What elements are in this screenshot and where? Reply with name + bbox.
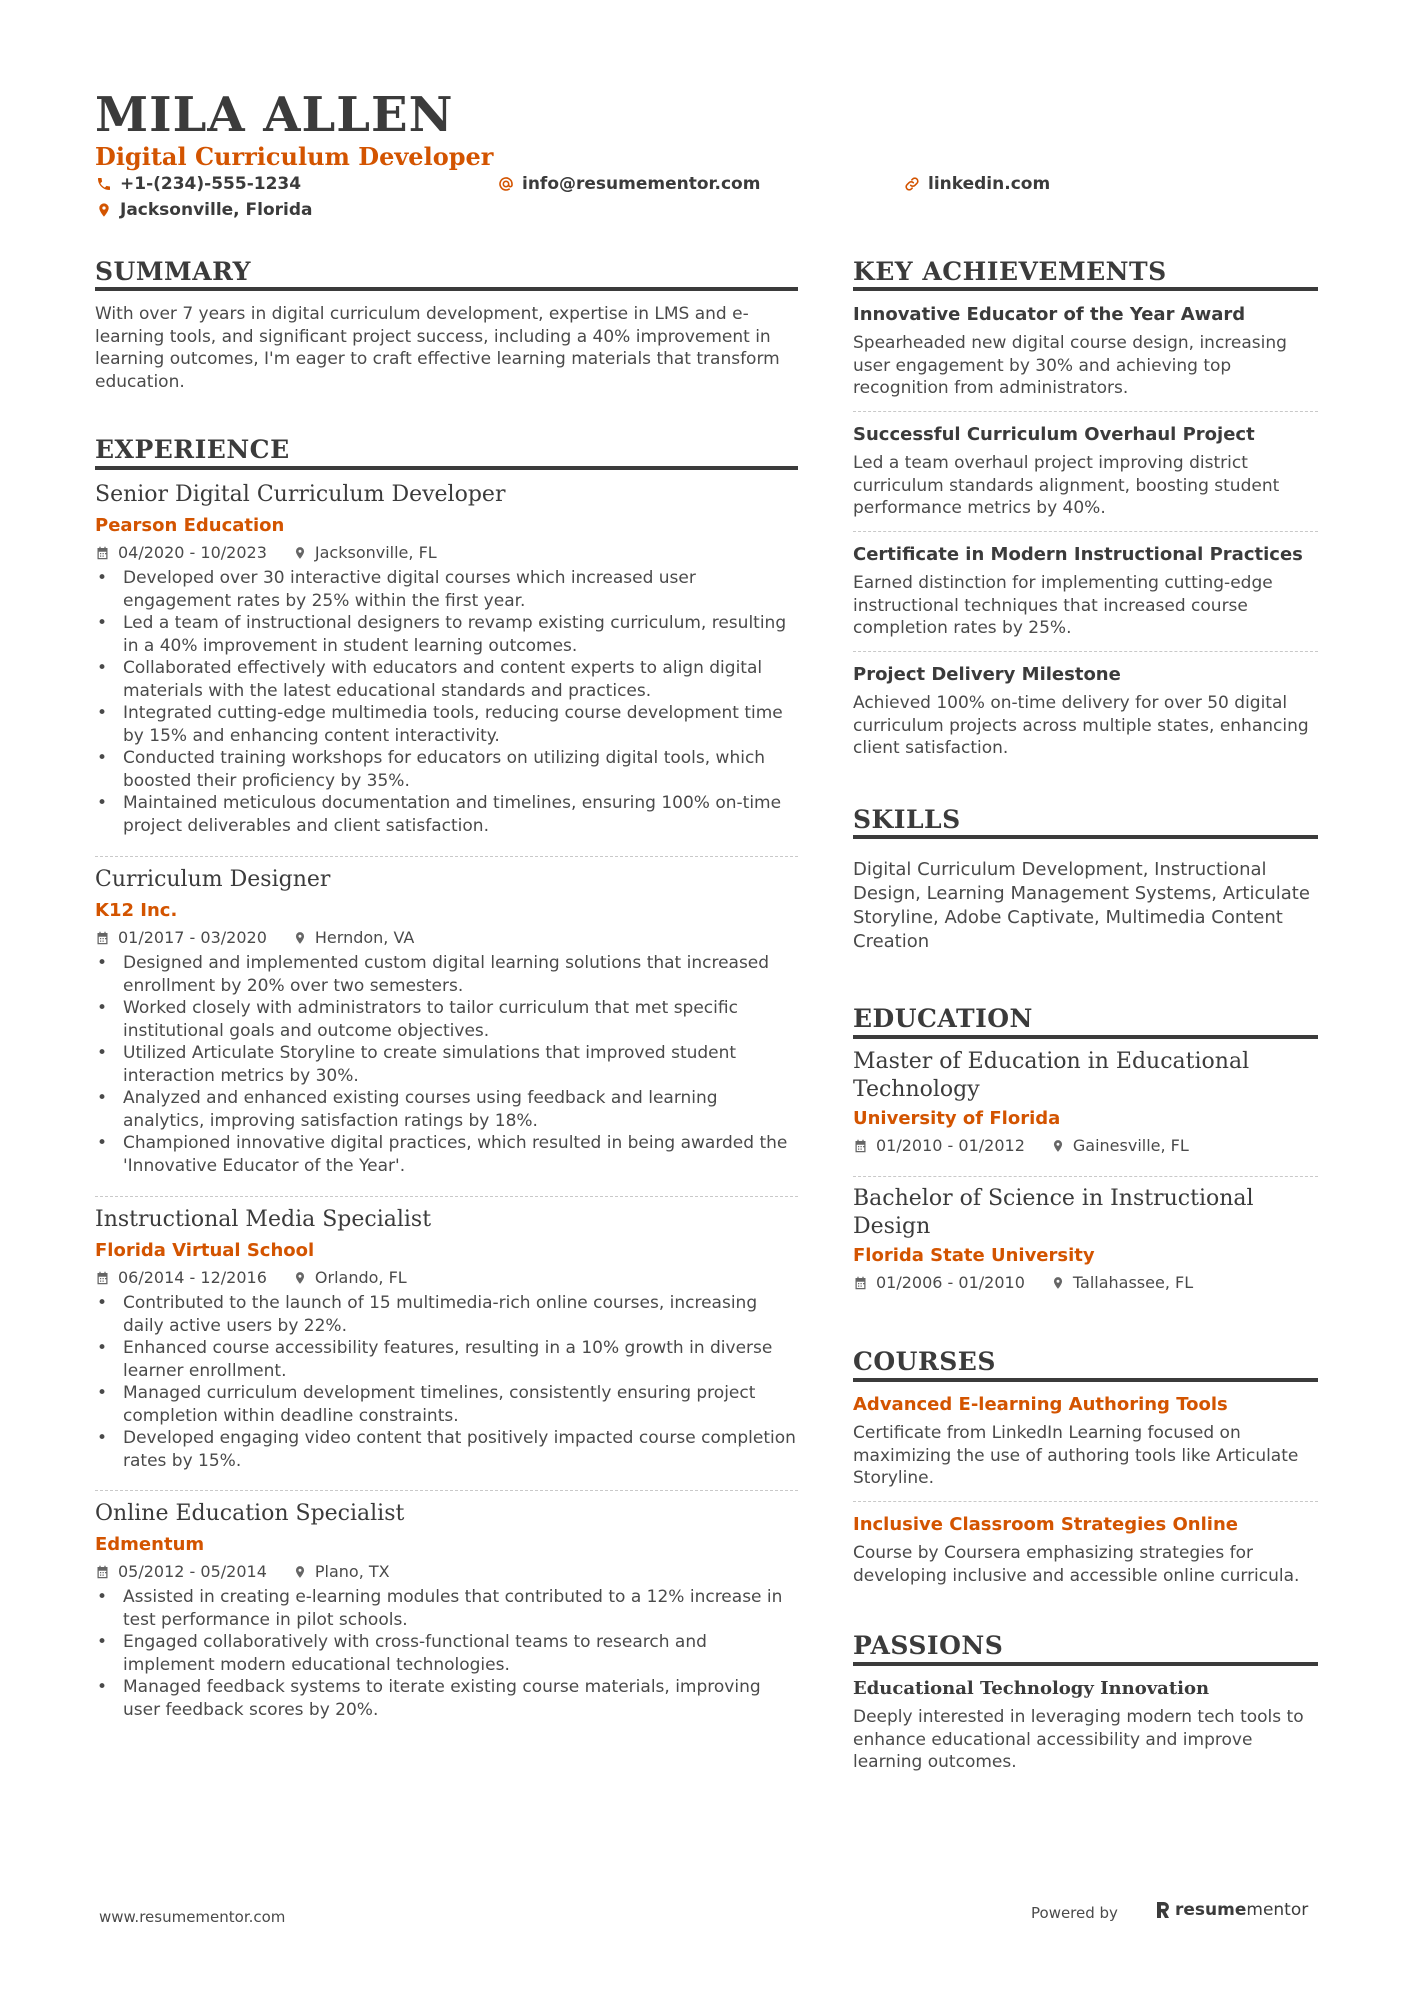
job-location: Plano, TX xyxy=(293,1562,390,1582)
job-title: Instructional Media Specialist xyxy=(95,1207,432,1232)
job-bullets xyxy=(95,1292,798,1472)
courses-rule xyxy=(853,1378,1318,1382)
achievements-heading: KEY ACHIEVEMENTS xyxy=(853,257,1167,286)
list-item: • Managed curriculum development timelines, consistently ensuring project completion within deadline constraints. xyxy=(95,1382,798,1427)
divider xyxy=(853,411,1318,412)
list-item: • Conducted training workshops for educators on utilizing digital tools, which boosted their proficiency by 35%. xyxy=(95,747,798,792)
divider xyxy=(95,856,798,857)
job-company: K12 Inc. xyxy=(95,900,178,921)
list-item: • Maintained meticulous documentation and timelines, ensuring 100% on-time project deliverables and client satisfaction. xyxy=(95,792,798,837)
summary-text: With over 7 years in digital curriculum development, expertise in LMS and e-learning tools, and significant project success, including a 40% improvement in learning outcomes, I'm eager to craft effective learning materials that transform education. xyxy=(95,304,780,392)
location-pin-icon xyxy=(1051,1138,1065,1154)
course-title: Advanced E-learning Authoring Tools xyxy=(853,1394,1228,1415)
course-item xyxy=(853,1393,1318,1490)
education-item xyxy=(853,1048,1318,1156)
job-bullets xyxy=(95,567,798,837)
education-degree: Bachelor of Science in Instructional Design xyxy=(853,1186,1254,1239)
divider xyxy=(853,531,1318,532)
experience-entry xyxy=(95,1500,798,1721)
achievement-desc: Earned distinction for implementing cutting-edge instructional techniques that increased course completion rates by 25%. xyxy=(853,573,1273,638)
divider xyxy=(853,1501,1318,1502)
achievement-title: Innovative Educator of the Year Award xyxy=(853,304,1246,325)
education-item xyxy=(853,1185,1318,1293)
list-item: • Contributed to the launch of 15 multimedia-rich online courses, increasing daily active users by 22%. xyxy=(95,1292,798,1337)
brand-text: resumementor xyxy=(1175,1900,1309,1920)
contact-location xyxy=(96,200,313,220)
footer-powered-by: Powered by xyxy=(1031,1904,1118,1922)
achievement-title: Successful Curriculum Overhaul Project xyxy=(853,424,1255,445)
experience-entry xyxy=(95,866,798,1177)
list-item: • Developed engaging video content that positively impacted course completion rates by 15%. xyxy=(95,1427,798,1472)
calendar-icon xyxy=(853,1275,868,1291)
achievement-title: Certificate in Modern Instructional Practices xyxy=(853,544,1303,565)
divider xyxy=(95,1490,798,1491)
footer-brand-logo[interactable] xyxy=(1155,1900,1308,1920)
job-bullets xyxy=(95,952,798,1177)
achievements-rule xyxy=(853,287,1318,291)
summary-heading: SUMMARY xyxy=(95,257,251,286)
achievement-item xyxy=(853,663,1318,760)
course-desc: Course by Coursera emphasizing strategies for developing inclusive and accessible online curricula. xyxy=(853,1543,1300,1586)
phone-text: +1-(234)-555-1234 xyxy=(120,174,302,194)
list-item: • Worked closely with administrators to tailor curriculum that met specific institutional goals and outcome objectives. xyxy=(95,997,798,1042)
location-pin-icon xyxy=(293,1564,307,1580)
location-pin-icon xyxy=(1051,1275,1065,1291)
experience-heading: EXPERIENCE xyxy=(95,435,290,464)
list-item: • Enhanced course accessibility features, resulting in a 10% growth in diverse learner enrollment. xyxy=(95,1337,798,1382)
education-heading: EDUCATION xyxy=(853,1004,1033,1033)
list-item: • Assisted in creating e-learning modules that contributed to a 12% increase in test performance in pilot schools. xyxy=(95,1586,798,1631)
link-icon xyxy=(904,176,920,192)
education-meta xyxy=(853,1273,1318,1293)
achievement-item xyxy=(853,543,1318,640)
list-item: • Managed feedback systems to iterate existing course materials, improving user feedback scores by 20%. xyxy=(95,1676,798,1721)
location-pin-icon xyxy=(293,545,307,561)
passions-rule xyxy=(853,1662,1318,1666)
skills-text: Digital Curriculum Development, Instructional Design, Learning Management Systems, Articulate Storyline, Adobe Captivate, Multimedia Content Creation xyxy=(853,859,1310,952)
job-dates: 06/2014 - 12/2016 xyxy=(95,1268,267,1288)
course-desc: Certificate from LinkedIn Learning focused on maximizing the use of authoring tools like Articulate Storyline. xyxy=(853,1423,1299,1488)
education-location: Gainesville, FL xyxy=(1051,1136,1189,1156)
passion-desc: Deeply interested in leveraging modern tech tools to enhance educational accessibility and improve learning outcomes. xyxy=(853,1707,1304,1772)
achievement-item xyxy=(853,423,1318,520)
location-text: Jacksonville, Florida xyxy=(120,200,313,220)
job-meta xyxy=(95,543,798,563)
education-rule xyxy=(853,1035,1318,1039)
list-item: • Analyzed and enhanced existing courses using feedback and learning analytics, improving satisfaction ratings by 18%. xyxy=(95,1087,798,1132)
contact-linkedin[interactable] xyxy=(904,174,1050,194)
job-meta xyxy=(95,1562,798,1582)
experience-entry xyxy=(95,1206,798,1472)
education-location: Tallahassee, FL xyxy=(1051,1273,1193,1293)
job-location: Herndon, VA xyxy=(293,928,414,948)
candidate-name: MILA ALLEN xyxy=(95,87,454,143)
experience-entry xyxy=(95,481,798,837)
achievement-item xyxy=(853,303,1318,400)
list-item: • Engaged collaboratively with cross-functional teams to research and implement modern educational technologies. xyxy=(95,1631,798,1676)
education-school: University of Florida xyxy=(853,1108,1061,1129)
list-item: • Designed and implemented custom digital learning solutions that increased enrollment by 20% over two semesters. xyxy=(95,952,798,997)
passion-title: Educational Technology Innovation xyxy=(853,1678,1210,1699)
education-school: Florida State University xyxy=(853,1245,1095,1266)
passion-item xyxy=(853,1677,1318,1774)
job-dates: 05/2012 - 05/2014 xyxy=(95,1562,267,1582)
achievement-title: Project Delivery Milestone xyxy=(853,664,1121,685)
location-pin-icon xyxy=(293,1270,307,1286)
skills-heading: SKILLS xyxy=(853,805,961,834)
education-degree: Master of Education in Educational Technology xyxy=(853,1049,1250,1102)
divider xyxy=(853,651,1318,652)
location-pin-icon xyxy=(96,202,112,218)
list-item: • Developed over 30 interactive digital courses which increased user engagement rates by 25% within the first year. xyxy=(95,567,798,612)
achievement-desc: Spearheaded new digital course design, increasing user engagement by 30% and achieving top recognition from administrators. xyxy=(853,333,1287,398)
achievement-desc: Led a team overhaul project improving district curriculum standards alignment, boosting student performance metrics by 40%. xyxy=(853,453,1280,518)
linkedin-text: linkedin.com xyxy=(928,174,1051,194)
contact-phone[interactable] xyxy=(96,174,301,194)
at-icon xyxy=(498,176,514,192)
calendar-icon xyxy=(95,1270,110,1286)
resumementor-logo-icon xyxy=(1155,1900,1171,1920)
job-dates: 04/2020 - 10/2023 xyxy=(95,543,267,563)
phone-icon xyxy=(96,176,112,192)
passions-heading: PASSIONS xyxy=(853,1631,1004,1660)
job-company: Pearson Education xyxy=(95,515,285,536)
skills-rule xyxy=(853,835,1318,839)
job-dates: 01/2017 - 03/2020 xyxy=(95,928,267,948)
location-pin-icon xyxy=(293,930,307,946)
course-title: Inclusive Classroom Strategies Online xyxy=(853,1514,1238,1535)
list-item: • Collaborated effectively with educators and content experts to align digital materials with the latest educational standards and practices. xyxy=(95,657,798,702)
achievement-desc: Achieved 100% on-time delivery for over 50 digital curriculum projects across multiple states, enhancing client satisfaction. xyxy=(853,693,1309,758)
education-dates: 01/2006 - 01/2010 xyxy=(853,1273,1025,1293)
job-meta xyxy=(95,1268,798,1288)
education-dates: 01/2010 - 01/2012 xyxy=(853,1136,1025,1156)
summary-rule xyxy=(95,287,798,291)
list-item: • Utilized Articulate Storyline to create simulations that improved student interaction metrics by 30%. xyxy=(95,1042,798,1087)
job-title: Online Education Specialist xyxy=(95,1501,405,1526)
contact-email[interactable] xyxy=(498,174,760,194)
list-item: • Championed innovative digital practices, which resulted in being awarded the 'Innovative Educator of the Year'. xyxy=(95,1132,798,1177)
footer-website-link[interactable]: www.resumementor.com xyxy=(99,1908,286,1926)
email-text: info@resumementor.com xyxy=(522,174,761,194)
education-meta xyxy=(853,1136,1318,1156)
job-title: Curriculum Designer xyxy=(95,867,331,892)
calendar-icon xyxy=(853,1138,868,1154)
job-meta xyxy=(95,928,798,948)
courses-heading: COURSES xyxy=(853,1347,996,1376)
list-item: • Integrated cutting-edge multimedia tools, reducing course development time by 15% and enhancing content interactivity. xyxy=(95,702,798,747)
job-title: Senior Digital Curriculum Developer xyxy=(95,482,506,507)
job-company: Florida Virtual School xyxy=(95,1240,315,1261)
course-item xyxy=(853,1513,1318,1587)
job-location: Orlando, FL xyxy=(293,1268,407,1288)
experience-rule xyxy=(95,466,798,470)
job-location: Jacksonville, FL xyxy=(293,543,437,563)
calendar-icon xyxy=(95,930,110,946)
job-company: Edmentum xyxy=(95,1534,205,1555)
calendar-icon xyxy=(95,1564,110,1580)
candidate-title: Digital Curriculum Developer xyxy=(95,142,494,171)
calendar-icon xyxy=(95,545,110,561)
job-bullets xyxy=(95,1586,798,1721)
divider xyxy=(95,1196,798,1197)
divider xyxy=(853,1176,1318,1177)
list-item: • Led a team of instructional designers to revamp existing curriculum, resulting in a 40% improvement in student learning outcomes. xyxy=(95,612,798,657)
